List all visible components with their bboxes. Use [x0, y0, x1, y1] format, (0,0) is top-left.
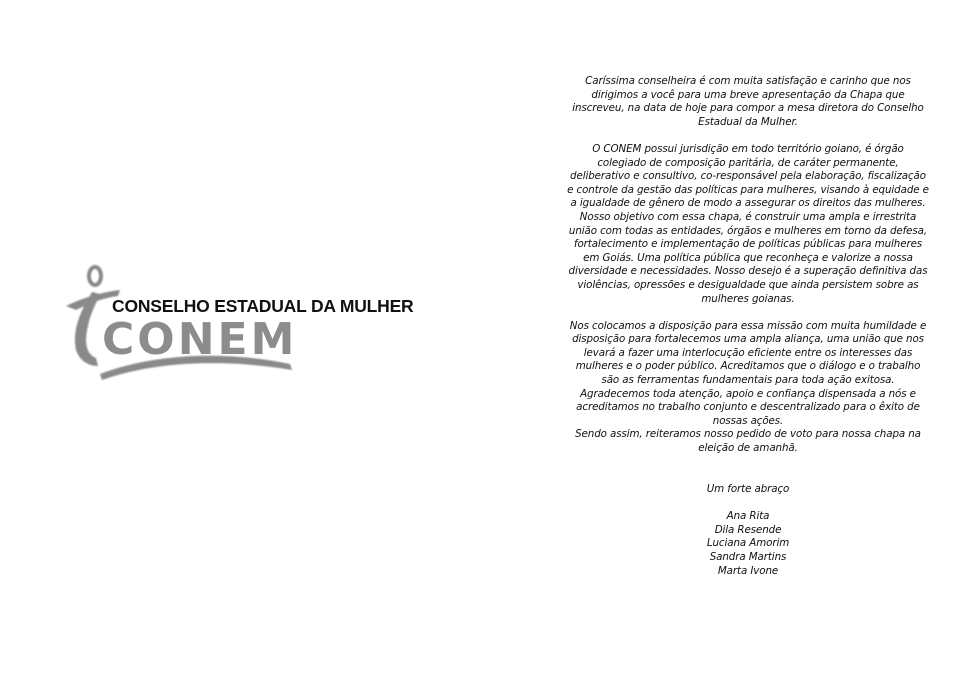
letter-line: mulheres e o poder público. Acreditamos que o diálogo e o trabalho: [575, 360, 921, 373]
letter-line: mulheres goianas.: [701, 292, 795, 305]
letter-paragraph: [548, 320, 948, 456]
letter-line: Nosso objetivo com essa chapa, é construir uma ampla e irrestrita: [579, 210, 917, 223]
signatory-name: Luciana Amorim: [706, 537, 790, 550]
letter-paragraph: [548, 143, 948, 306]
letter-line: violências, opressões e desigualdade que ainda persistem sobre as: [577, 278, 919, 291]
letter-line: diversidade e necessidades. Nosso desejo é a superação definitiva das: [568, 265, 928, 278]
letter-line: Caríssima conselheira é com muita satisfação e carinho que nos: [585, 75, 911, 87]
letter-line: e controle da gestão das políticas para mulheres, visando à equidade e: [567, 183, 929, 196]
letter-line: colegiado de composição paritária, de caráter permanente,: [597, 156, 899, 169]
conem-logo: [62, 262, 432, 390]
letter-line: são as ferramentas fundamentais para toda ação exitosa.: [601, 374, 895, 387]
letter-line: deliberativo e consultivo, co-responsável pela elaboração, fiscalização: [570, 170, 926, 183]
letter-line: Nos colocamos a disposição para essa missão com muita humildade e: [569, 319, 927, 332]
letter-line: acreditamos no trabalho conjunto e descentralizado para o êxito de: [576, 401, 920, 414]
letter-line: união com todas as entidades, órgãos e mulheres em torno da defesa,: [568, 224, 928, 237]
letter-line: disposição para fortalecemos uma ampla aliança, uma união que nos: [572, 333, 924, 346]
letter-line: O CONEM possui jurisdição em todo território goiano, é órgão: [592, 142, 904, 155]
letter-line: eleição de amanhã.: [698, 442, 798, 455]
letter-line: dirigimos a você para uma breve apresentação da Chapa que: [591, 88, 905, 101]
letter-line: a igualdade de gênero de modo a assegurar os direitos das mulheres.: [570, 197, 926, 210]
letter-line: fortalecimento e implementação de políticas públicas para mulheres: [573, 238, 923, 251]
signatory-name: Dila Resende: [714, 523, 782, 536]
logo-subtitle: CONSELHO ESTADUAL DA MULHER: [112, 296, 414, 316]
letter-line: levará a fazer uma interlocução eficiente entre os interesses das: [583, 346, 913, 359]
letter-paragraph: [548, 75, 948, 129]
logo-acronym: CONEM: [102, 314, 298, 365]
signatory-name: Ana Rita: [726, 510, 770, 523]
signatory-name: Sandra Martins: [709, 551, 787, 563]
letter-body: [548, 75, 948, 578]
letter-line: Estadual da Mulher.: [698, 115, 798, 128]
letter-line: Agradecemos toda atenção, apoio e confiança dispensada a nós e: [580, 387, 916, 400]
signatory-name: Marta Ivone: [717, 564, 779, 577]
closing: Um forte abraço: [706, 482, 790, 495]
letter-line: Sendo assim, reiteramos nosso pedido de voto para nossa chapa na: [575, 428, 921, 441]
letter-line: em Goiás. Uma política pública que reconheça e valorize a nossa: [583, 251, 913, 264]
letter-line: inscreveu, na data de hoje para compor a mesa diretora do Conselho: [572, 102, 924, 115]
letter-line: nossas ações.: [712, 414, 784, 427]
